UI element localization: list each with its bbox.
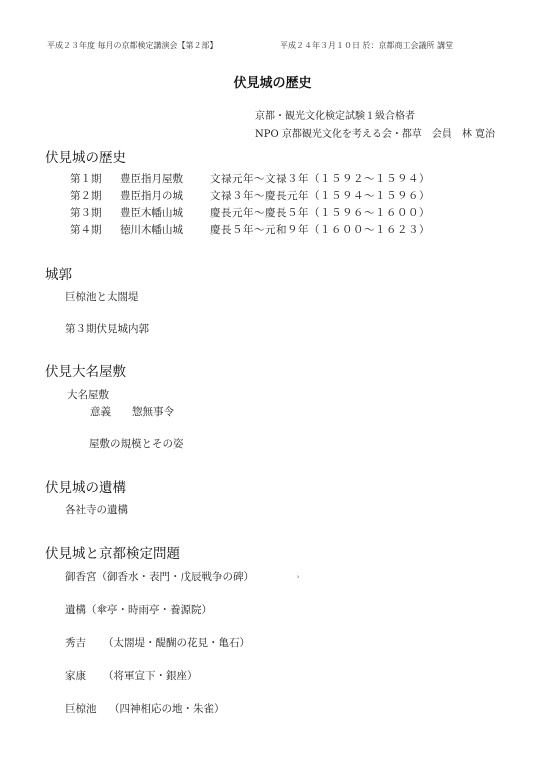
exam-item (65, 635, 250, 650)
author-qualification: 京都・観光文化検定試験１級合格者 (255, 111, 415, 122)
header-event: 平成２３年度 毎月の京都検定講演会【第２部】 (47, 41, 218, 50)
exam-item-detail: （御香水・表門・戊辰戦争の碑） (96, 571, 254, 583)
exam-item-detail: （傘亭・時雨亭・養源院） (86, 604, 212, 616)
exam-item-label: 遺構 (65, 604, 86, 616)
stray-mark: ʾ (297, 575, 300, 584)
meaning-label: 意義 (90, 406, 111, 418)
period-label: 第３期 (70, 207, 102, 219)
period-row (0, 171, 545, 185)
section-heading-remains: 伏見城の遺構 (45, 480, 126, 496)
period-label: 第４期 (70, 224, 102, 236)
period-era: 慶長元年～慶長５年（１５９６～１６００） (210, 207, 430, 219)
exam-item (65, 602, 212, 617)
period-era: 文禄３年～慶長元年（１５９４～１５９６） (210, 190, 430, 202)
daimyo-subheading: 大名屋敷 (67, 389, 109, 401)
daimyo-scale: 屋敷の規模とその姿 (89, 438, 184, 450)
exam-item-detail: （四神相応の地・朱雀） (109, 703, 225, 715)
remains-item: 各社寺の遺構 (65, 504, 128, 516)
exam-item (65, 668, 198, 683)
period-name: 徳川木幡山城 (120, 224, 183, 236)
section-heading-castle: 城郭 (45, 267, 72, 283)
exam-item-label: 秀吉 (65, 637, 86, 649)
document-title: 伏見城の歴史 (233, 76, 312, 91)
exam-item-detail: （将軍宣下・銀座） (103, 670, 198, 682)
period-era: 文禄元年～文禄３年（１５９２～１５９４） (210, 173, 430, 185)
author-affiliation: NPO 京都観光文化を考える会・都草 会員 林 寛治 (255, 129, 496, 140)
period-label: 第２期 (70, 190, 102, 202)
castle-item: 巨椋池と太閤堤 (65, 291, 139, 303)
period-label: 第１期 (70, 173, 102, 185)
exam-item-detail: （太閤堤・醍醐の花見・亀石） (103, 637, 250, 649)
period-row (0, 205, 545, 219)
castle-item: 第３期伏見城内郭 (65, 323, 149, 335)
period-row (0, 188, 545, 202)
section-heading-history: 伏見城の歴史 (45, 150, 126, 166)
meaning-value: 惣無事令 (132, 406, 174, 418)
exam-item (65, 569, 254, 584)
period-row (0, 222, 545, 236)
header-date-venue: 平成２４年３月１０日 於：京都商工会議所 講堂 (280, 41, 454, 50)
section-heading-exam: 伏見城と京都検定問題 (45, 546, 180, 562)
period-name: 豊臣木幡山城 (120, 207, 183, 219)
exam-item (65, 701, 225, 716)
period-name: 豊臣指月屋敷 (120, 173, 183, 185)
section-heading-daimyo: 伏見大名屋敷 (45, 364, 126, 380)
period-name: 豊臣指月の城 (120, 190, 183, 202)
exam-item-label: 巨椋池 (65, 703, 97, 715)
exam-item-label: 御香宮 (65, 571, 97, 583)
exam-item-label: 家康 (65, 670, 86, 682)
period-era: 慶長５年～元和９年（１６００～１６２３） (210, 224, 430, 236)
